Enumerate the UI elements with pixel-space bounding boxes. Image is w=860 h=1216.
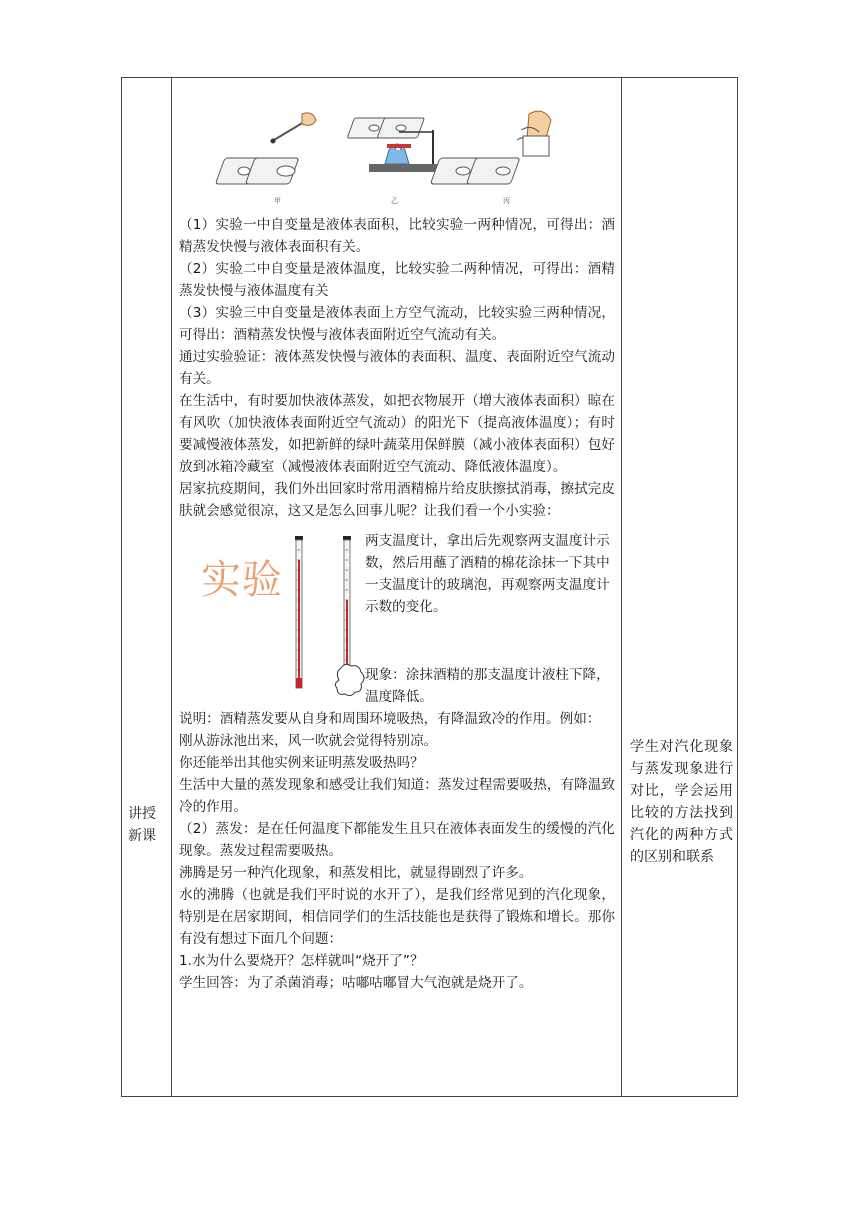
paragraph: 刚从游泳池出来，风一吹就会觉得特别凉。 [179,733,438,749]
experiment-phenomenon: 现象：涂抹酒精的那支温度计液柱下降，温度降低。 [365,667,610,705]
paragraph: 学生回答：为了杀菌消毒；咕嘟咕嘟冒大气泡就是烧开了。 [179,975,533,991]
evaporation-experiment-figure [179,78,615,214]
paragraph: 水的沸腾（也就是我们平时说的水开了），是我们经常见到的汽化现象，特别是在居家期间，相信同学们的生活技能也是获得了锻炼和增长。那你有没有想过下面几个问题： [179,887,615,947]
experiment-b-illustration [347,118,439,172]
paragraph: （2）蒸发：是在任何温度下都能发生且只在液体表面发生的缓慢的汽化现象。蒸发过程需要吸热。 [179,821,615,859]
paragraph: 居家抗疫期间，我们外出回家时常用酒精棉片给皮肤擦拭消毒，擦拭完皮肤就会感觉很凉，这又是怎么回事儿呢？让我们看一个小实验： [179,481,615,519]
row-label: 讲授新课 [128,806,156,844]
paragraph: 1.水为什么要烧开？怎样就叫“烧开了”？ [179,953,424,969]
paragraph: 生活中大量的蒸发现象和感受让我们知道：蒸发过程需要吸热，有降温致冷的作用。 [179,777,615,815]
figure-label-a: 甲 [274,197,281,205]
paragraph: 在生活中，有时要加快液体蒸发，如把衣物展开（增大液体表面积）晾在有风吹（加快液体表面附近空气流动）的阳光下（提高液体温度）；有时要减慢液体蒸发，如把新鲜的绿叶蔬菜用保鲜膜（减小液体表面积）包好放到冰箱冷藏室（减慢液体表面附近空气流动、降低液体温度）。 [179,393,615,475]
paragraph: 说明：酒精蒸发要从自身和周围环境吸热，有降温致冷的作用。例如： [179,711,601,727]
row-label-cell [122,78,171,1096]
teaching-note-cell [621,78,737,1096]
experiment-title: 实验 [201,557,283,603]
paragraph: （3）实验三中自变量是液体表面上方空气流动，比较实验三两种情况，可得出：酒精蒸发快慢与液体表面附近空气流动有关。 [179,305,615,343]
paragraph: （1）实验一中自变量是液体表面积，比较实验一两种情况，可得出：酒精蒸发快慢与液体表面积有关。 [179,217,615,255]
column-divider [171,78,172,1096]
lesson-table [121,77,738,1097]
content-cell [179,78,615,994]
experiment-a-illustration [215,113,316,184]
thermometers-illustration [287,530,377,708]
paragraph: 通过实验验证：液体蒸发快慢与液体的表面积、温度、表面附近空气流动有关。 [179,349,615,387]
thermometer-experiment [179,530,615,708]
paragraph: （2）实验二中自变量是液体温度，比较实验二两种情况，可得出：酒精蒸发快慢与液体温度有关 [179,261,615,299]
experiment-c-illustration [430,111,551,184]
paragraph: 沸腾是另一种汽化现象，和蒸发相比，就显得剧烈了许多。 [179,865,533,881]
thermometer-icon [335,536,364,696]
thermometer-icon [295,536,303,688]
figure-label-b: 乙 [391,197,398,205]
figure-label-c: 丙 [503,197,510,205]
paragraph: 你还能举出其他实例来证明蒸发吸热吗？ [179,755,424,771]
teaching-note: 学生对汽化现象与蒸发现象进行对比，学会运用比较的方法找到汽化的两种方式的区别和联系 [630,739,733,865]
experiment-description: 两支温度计，拿出后先观察两支温度计示数，然后用蘸了酒精的棉花涂抹一下其中一支温度计的玻璃泡，再观察两支温度计示数的变化。 [365,533,610,615]
experiment-illustration [179,78,615,214]
